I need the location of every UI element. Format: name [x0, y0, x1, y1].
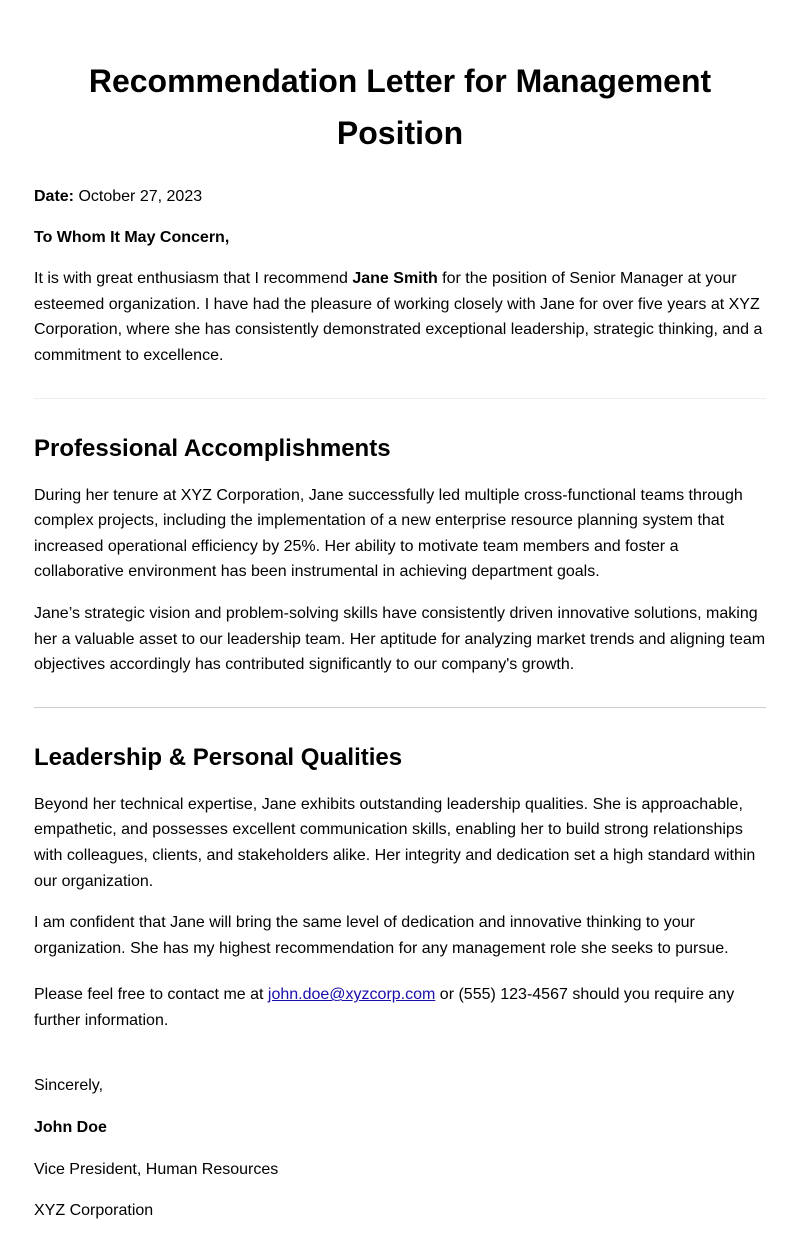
- intro-text-after: for the position of Senior Manager at your esteemed organization. I have had the pleasure of working closely with Jane for over five years at XYZ Corporation, where she has consistently demonstrated exceptional leadership, strategic thinking, and a commitment to excellence.: [34, 270, 763, 364]
- leadership-paragraph-2: I am confident that Jane will bring the same level of dedication and innovative thinking to your organization. She has my highest recommendation for any management role she seeks to pursue.: [34, 914, 729, 957]
- email-link[interactable]: john.doe@xyzcorp.com: [267, 986, 436, 1004]
- section-heading-accomplishments: Professional Accomplishments: [34, 434, 391, 462]
- accomplishments-paragraph-2: Jane’s strategic vision and problem-solving skills have consistently driven innovative solutions, making her a valuable asset to our leadership team. Her aptitude for analyzing market trends and aligning team objectives accordingly has contributed significantly to our company's growth.: [34, 604, 766, 674]
- contact-text-after: or (555) 123-4567 should you require any further information.: [34, 986, 735, 1029]
- contact-text-before: Please feel free to contact me at: [34, 986, 268, 1004]
- closing: Sincerely,: [34, 1077, 104, 1095]
- signer-company: XYZ Corporation: [34, 1202, 154, 1220]
- candidate-name: Jane Smith: [352, 270, 438, 288]
- intro-text-before: It is with great enthusiasm that I recommend: [34, 270, 353, 288]
- section-heading-leadership: Leadership & Personal Qualities: [34, 743, 403, 771]
- divider: [34, 707, 766, 708]
- contact-paragraph: [34, 982, 766, 1033]
- leadership-paragraph-1: Beyond her technical expertise, Jane exhibits outstanding leadership qualities. She is approachable, empathetic, and possesses excellent communication skills, enabling her to build strong relationships with colleagues, clients, and stakeholders alike. Her integrity and dedication set a high standard within our organization.: [34, 795, 756, 890]
- date-line: [34, 184, 766, 210]
- intro-paragraph: [34, 266, 766, 368]
- salutation: To Whom It May Concern,: [34, 228, 230, 246]
- signer-name: John Doe: [34, 1119, 107, 1137]
- accomplishments-paragraph-1: During her tenure at XYZ Corporation, Jane successfully led multiple cross-functional teams through complex projects, including the implementation of a new enterprise resource planning system that increased operational efficiency by 25%. Her ability to motivate team members and foster a collaborative environment has been instrumental in achieving department goals.: [34, 486, 743, 581]
- page-title: Recommendation Letter for Management Position: [88, 63, 712, 151]
- date-label: Date:: [34, 188, 75, 205]
- signer-title: Vice President, Human Resources: [34, 1160, 279, 1178]
- date-value: October 27, 2023: [78, 188, 203, 205]
- divider: [34, 398, 766, 399]
